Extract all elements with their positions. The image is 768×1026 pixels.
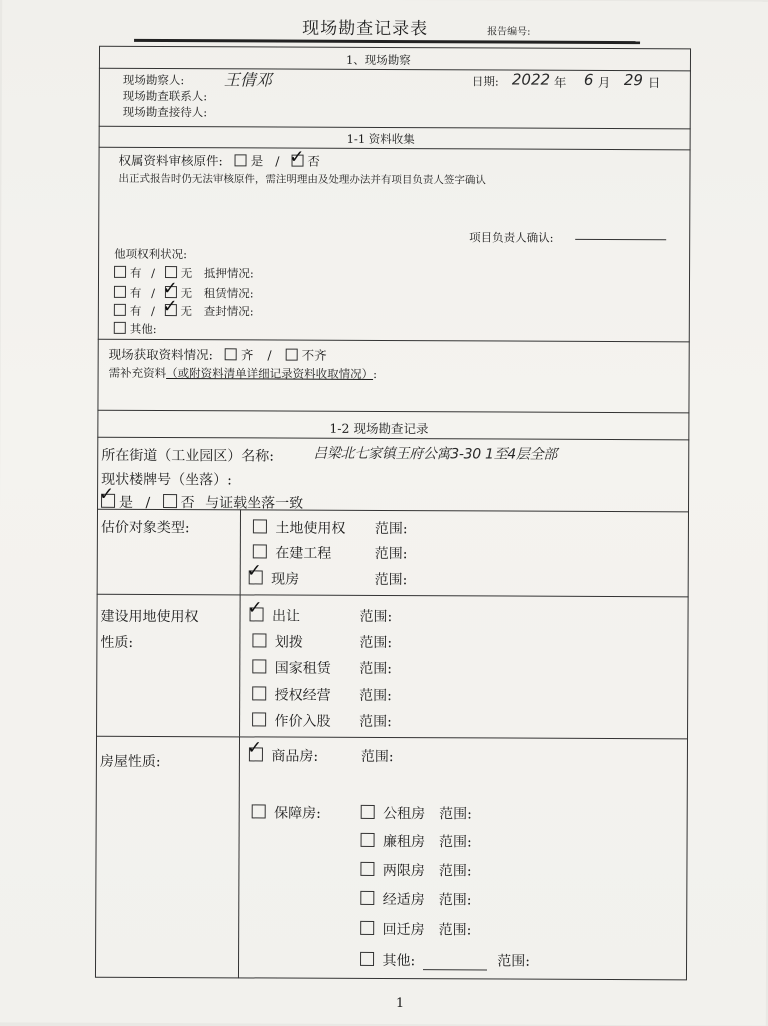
report-number-label: 报告编号: — [487, 26, 531, 38]
slash: / — [151, 265, 156, 280]
range-label: 范围: — [359, 660, 393, 678]
range-label: 范围: — [374, 571, 408, 589]
affordable-label: 保障房: — [274, 805, 321, 822]
option-label: 两限房 — [382, 862, 425, 880]
rights-label: 他项权利状况: — [114, 246, 188, 262]
range-label: 范围: — [438, 863, 472, 880]
range-label: 范围: — [439, 806, 472, 823]
option-checkbox[interactable] — [361, 805, 375, 819]
land-right-label: 建设用地使用权 — [100, 608, 199, 626]
section-1-title: 1、现场勘察 — [345, 52, 411, 68]
original-note: 出正式报告时仍无法审核原件，需注明理由及处理办法并有项目负责人签字确认 — [118, 172, 486, 187]
none-label: 无 — [180, 304, 193, 319]
affordable-checkbox[interactable] — [252, 804, 266, 818]
has-label: 有 — [129, 285, 142, 300]
check-mark-icon: ✓ — [99, 483, 115, 505]
other-fill-line[interactable] — [423, 955, 487, 970]
incomplete-checkbox[interactable] — [286, 349, 298, 361]
has-label: 有 — [130, 265, 142, 280]
date-day[interactable]: 29 — [623, 71, 644, 90]
land-right-option — [252, 710, 331, 730]
confirm-signature-line[interactable] — [575, 225, 666, 240]
option-checkbox[interactable] — [360, 891, 374, 905]
check-mark-icon: ✓ — [246, 560, 262, 582]
option-label: 作价入股 — [274, 713, 331, 730]
date-month[interactable]: 6 — [583, 70, 594, 89]
section-1-1-title: 1-1 资料收集 — [346, 131, 415, 147]
option-checkbox[interactable] — [252, 712, 266, 726]
supplement-label: 需补充资料 — [108, 365, 167, 381]
slash: / — [151, 285, 156, 300]
confirm-label: 项目负责人确认: — [469, 230, 554, 245]
commercial-checkbox[interactable] — [246, 737, 263, 761]
original-review-row — [118, 146, 320, 170]
option-label: 现房 — [271, 571, 300, 588]
option-checkbox[interactable] — [361, 833, 375, 847]
range-label: 范围: — [359, 713, 392, 731]
mortgage-row — [114, 265, 254, 282]
other-label: 其他: — [129, 321, 157, 337]
land-right-option — [252, 657, 331, 677]
option-checkbox[interactable] — [246, 560, 263, 584]
commercial-label: 商品房: — [271, 748, 319, 765]
yes-label: 是 — [250, 153, 264, 169]
section-1-2-title: 1-2 现场勘查记录 — [329, 420, 429, 437]
check-mark-icon: ✓ — [162, 278, 178, 300]
supplement-note: （或附资料清单详细记录资料收取情况） — [166, 366, 374, 381]
range-label: 范围: — [359, 687, 392, 705]
option-checkbox[interactable] — [252, 633, 266, 647]
form-title: 现场勘查记录表 — [302, 18, 429, 40]
option-label: 土地使用权 — [275, 520, 346, 537]
option-checkbox[interactable] — [360, 921, 374, 935]
seal-label: 查封情况: — [203, 304, 254, 319]
surveyor-signature[interactable]: 王倩邓 — [223, 70, 272, 90]
consistency-row — [99, 483, 304, 513]
range-label: 范围: — [438, 892, 472, 909]
check-mark-icon: ✓ — [162, 296, 178, 318]
range-label: 范围: — [374, 520, 408, 538]
consistent-label: 与证载坐落一致 — [205, 495, 304, 512]
plate-label: 现状楼牌号（坐落）: — [101, 471, 232, 489]
option-label: 国家租赁 — [274, 660, 331, 677]
object-type-option — [246, 560, 300, 588]
option-checkbox[interactable] — [252, 686, 266, 700]
affordable-sub-option — [361, 803, 472, 823]
supplement-row — [109, 365, 377, 382]
check-mark-icon: ✓ — [289, 146, 305, 168]
option-label: 划拨 — [274, 634, 303, 651]
contact-label: 现场勘查联系人: — [122, 88, 208, 104]
other-rights-row — [114, 321, 157, 337]
obtain-label: 现场获取资料情况: — [108, 346, 213, 363]
affordable-sub-option — [360, 889, 471, 909]
none-checkbox[interactable] — [162, 296, 178, 318]
other-label: 其他: — [382, 952, 416, 970]
affordable-sub-option — [361, 831, 472, 851]
page-number: 1 — [395, 996, 405, 1012]
month-char: 月 — [597, 74, 611, 90]
complete-label: 齐 — [240, 347, 254, 363]
original-review-label: 权属资料审核原件: — [118, 152, 223, 169]
land-right-option — [252, 631, 303, 651]
range-label: 范围: — [497, 953, 530, 970]
surveyor-label: 现场勘察人: — [122, 72, 185, 88]
option-checkbox[interactable] — [360, 862, 374, 876]
other-checkbox[interactable] — [114, 322, 126, 334]
land-right-label-2: 性质: — [100, 634, 134, 651]
house-label: 房屋性质: — [99, 753, 161, 771]
has-checkbox[interactable] — [114, 304, 126, 316]
header-rule — [134, 39, 640, 44]
option-label: 在建工程 — [275, 545, 332, 562]
option-label: 授权经营 — [274, 687, 331, 704]
house-commercial-option — [246, 737, 319, 765]
range-label: 范围: — [359, 608, 393, 626]
slash: / — [275, 153, 280, 169]
range-label: 范围: — [359, 634, 393, 652]
date-label: 日期: — [471, 74, 499, 89]
range-label: 范围: — [438, 834, 472, 851]
range-label: 范围: — [360, 748, 394, 766]
none-label: 无 — [180, 286, 193, 301]
slash: / — [267, 347, 272, 363]
no-label: 否 — [180, 495, 195, 512]
object-type-label: 估价对象类型: — [100, 519, 190, 537]
yes-label: 是 — [119, 494, 134, 511]
option-label: 廉租房 — [382, 833, 426, 851]
no-checkbox[interactable] — [163, 494, 177, 508]
obtain-row — [109, 345, 327, 364]
has-checkbox[interactable] — [114, 266, 126, 278]
lease-label: 租赁情况: — [203, 286, 254, 301]
range-label: 范围: — [438, 922, 472, 939]
house-affordable-option — [252, 802, 321, 822]
day-char: 日 — [647, 75, 661, 91]
mortgage-label: 抵押情况: — [203, 266, 254, 281]
option-checkbox[interactable] — [252, 659, 266, 673]
street-value[interactable]: 吕梁北七家镇王府公寓3-30 1至4层全部 — [313, 445, 558, 463]
lease-row — [114, 278, 254, 302]
receiver-label: 现场勘查接待人: — [122, 104, 208, 120]
option-label: 经适房 — [382, 891, 425, 909]
option-checkbox[interactable] — [253, 519, 267, 533]
has-checkbox[interactable] — [114, 286, 126, 298]
date-year[interactable]: 2022 — [511, 70, 551, 89]
range-label: 范围: — [374, 545, 408, 563]
has-label: 有 — [129, 303, 142, 318]
check-mark-icon: ✓ — [247, 597, 263, 619]
option-label: 公租房 — [383, 805, 426, 823]
object-type-option — [253, 517, 346, 537]
affordable-sub-option — [360, 860, 471, 880]
land-right-option — [252, 684, 331, 704]
option-checkbox[interactable] — [247, 597, 264, 621]
yes-checkbox[interactable] — [99, 483, 115, 508]
incomplete-label: 不齐 — [301, 347, 327, 363]
other-checkbox[interactable] — [360, 952, 374, 966]
street-label: 所在街道（工业园区）名称: — [101, 447, 274, 465]
none-checkbox[interactable] — [165, 266, 177, 278]
option-checkbox[interactable] — [253, 544, 267, 558]
slash: / — [151, 303, 155, 318]
seal-row — [114, 296, 254, 320]
none-label: 无 — [180, 266, 193, 281]
no-label: 否 — [307, 153, 320, 169]
affordable-sub-option — [360, 919, 471, 939]
complete-checkbox[interactable] — [225, 348, 237, 360]
affordable-other-option — [360, 950, 530, 971]
no-checkbox[interactable] — [289, 146, 305, 168]
year-char: 年 — [553, 74, 567, 90]
land-right-option — [247, 597, 301, 625]
option-label: 出让 — [271, 608, 301, 625]
slash: / — [145, 494, 151, 511]
colon: : — [373, 366, 378, 381]
option-label: 回迁房 — [382, 921, 425, 939]
yes-checkbox[interactable] — [235, 154, 247, 166]
object-type-option — [253, 542, 332, 562]
check-mark-icon: ✓ — [246, 737, 263, 759]
